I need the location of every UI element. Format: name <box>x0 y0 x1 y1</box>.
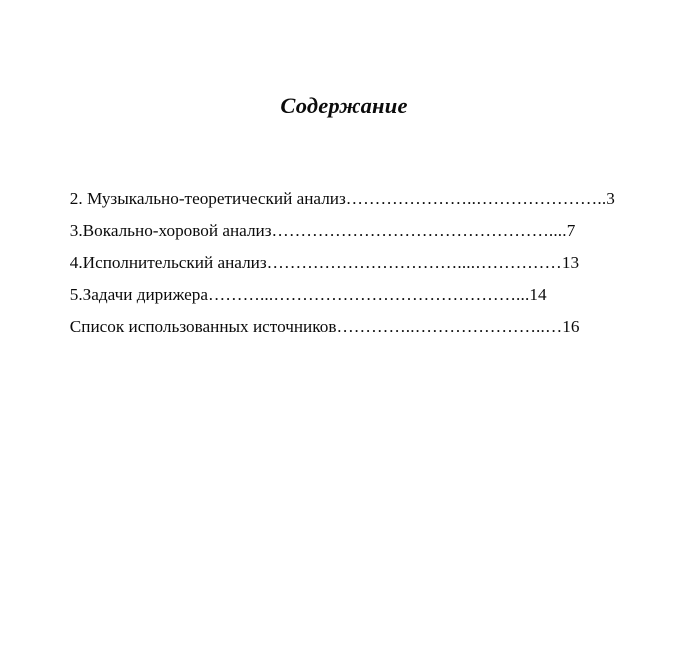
toc-entry-leader: …………..…………………..… <box>336 317 563 336</box>
toc-entry-title: 3.Вокально-хоровой анализ <box>69 221 272 240</box>
toc-entry-page-number: 13 <box>561 253 580 272</box>
toc-entry-page-number: 16 <box>562 317 580 336</box>
toc-entry-page-number: 14 <box>529 285 547 304</box>
toc-entry-title: Список использованных источников <box>69 317 337 336</box>
toc-entry-leader: ………………………………………….... <box>271 221 567 240</box>
toc-entry-leader: …………………..………………….. <box>345 189 607 208</box>
page-title: Содержание <box>280 93 408 118</box>
toc-entry-title: 2. Музыкально-теоретический анализ <box>69 189 346 208</box>
toc-entry[interactable] <box>44 166 644 208</box>
toc-entry-title: 5.Задачи дирижера <box>69 285 208 304</box>
toc-entry-page-number: 7 <box>566 221 576 240</box>
toc-entry-leader: ……………………………....…………… <box>266 253 562 272</box>
toc-entry-title: 4.Исполнительский анализ <box>69 253 267 272</box>
toc-entry-leader: ………...……………………………………... <box>207 285 530 304</box>
table-of-contents <box>44 166 644 336</box>
toc-entry-page-number: 3 <box>606 189 615 208</box>
